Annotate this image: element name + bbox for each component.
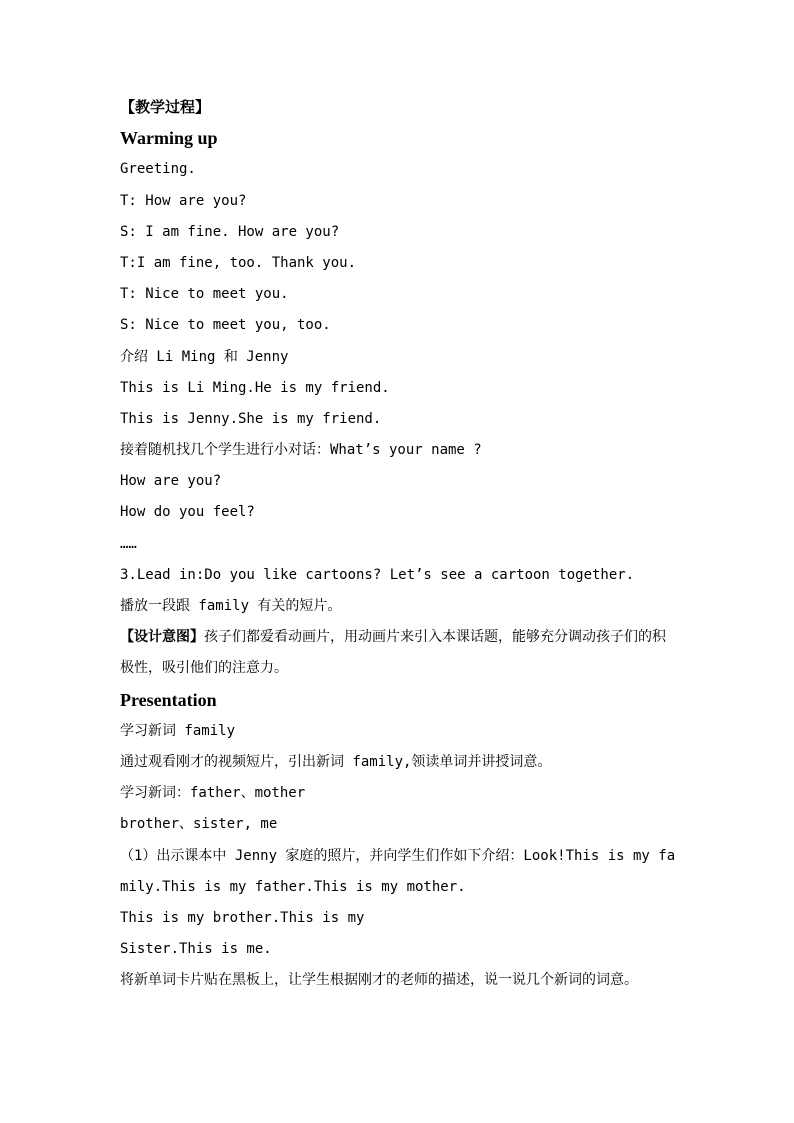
family-line: This is my brother.This is my [120, 909, 365, 926]
intro-line: 介绍 Li Ming 和 Jenny [120, 348, 289, 365]
new-word-line: 学习新词：father、mother [120, 785, 306, 802]
warming-up-heading: Warming up [120, 128, 218, 149]
new-word-line: 学习新词 family [120, 722, 236, 739]
design-intent-mark: 【设计意图】 [120, 629, 204, 646]
dialogue-line: T:I am fine, too. Thank you. [120, 254, 357, 271]
dialogue-line: T: Nice to meet you. [120, 286, 289, 303]
new-word-line: brother、sister, me [120, 816, 278, 833]
dialogue-line: S: I am fine. How are you? [120, 223, 340, 240]
presentation-heading: Presentation [120, 689, 217, 710]
family-line: Sister.This is me. [120, 941, 272, 958]
intro-line: This is Li Ming.He is my friend. [120, 379, 390, 396]
question-line: How do you feel? [120, 504, 255, 521]
design-intent-text: 孩子们都爱看动画片，用动画片来引入本课话题，能够充分调动孩子们的积极性，吸引他们的注意力。 [120, 629, 666, 677]
word-card-paragraph: 将新单词卡片贴在黑板上，让学生根据刚才的老师的描述，说一说几个新词的词意。 [120, 972, 638, 989]
dialogue-line: S: Nice to meet you, too. [120, 317, 331, 334]
activity-line: 接着随机找几个学生进行小对话：What’s your name ? [120, 442, 482, 459]
lead-in-line: 3.Lead in:Do you like cartoons? Let’s see a cartoon together. [120, 566, 635, 583]
video-line: 播放一段跟 family 有关的短片。 [120, 598, 342, 614]
question-line: How are you? [120, 473, 222, 490]
document-content [120, 92, 680, 997]
section-label: 【教学过程】 [120, 98, 211, 116]
dialogue-line: T: How are you? [120, 192, 247, 209]
new-word-line: 通过观看刚才的视频短片，引出新词 family,领读单词并讲授词意。 [120, 753, 552, 770]
photo-intro-paragraph: （1）出示课本中 Jenny 家庭的照片，并向学生们作如下介绍：Look!This is my family.This is my father.This is my mother. [120, 847, 676, 895]
design-intent-paragraph [120, 622, 676, 684]
intro-line: This is Jenny.She is my friend. [120, 410, 382, 427]
ellipsis-line: …… [120, 535, 137, 552]
greeting-line: Greeting. [120, 161, 196, 178]
